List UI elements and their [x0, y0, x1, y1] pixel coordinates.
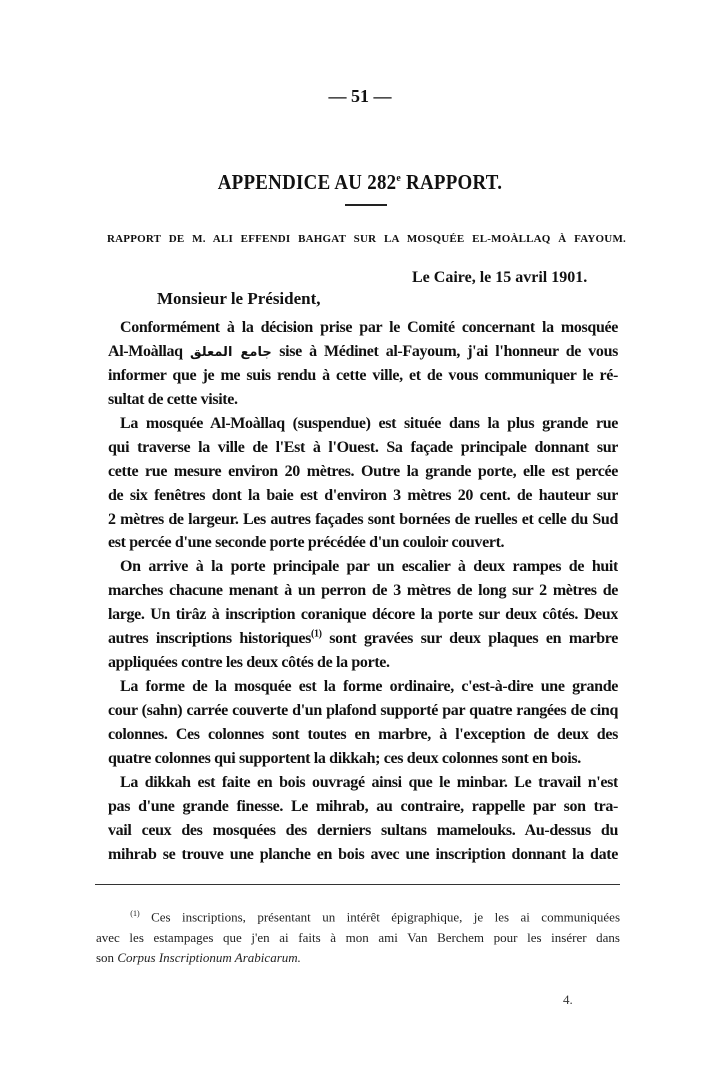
text-segment: Al-Moàllaq	[108, 342, 183, 360]
text-line: mihrab se trouve une planche en bois avec une inscription donnant la date	[108, 845, 618, 863]
page-title	[36, 170, 684, 195]
body-text	[108, 316, 618, 867]
footnote-line: avec les estampages que j'en ai faits à mon ami Van Berchem pour les insérer dans	[96, 929, 620, 945]
text-line: colonnes. Ces colonnes sont toutes en marbre, à l'exception de deux des	[108, 725, 618, 743]
title-text: APPENDICE AU 282	[217, 170, 397, 194]
text-line: Conformément à la décision prise par le Comité concernant la mosquée	[120, 319, 618, 336]
text-line: La forme de la mosquée est la forme ordinaire, c'est-à-dire une grande	[120, 678, 618, 696]
text-line: appliquées contre les deux côtés de la porte.	[108, 654, 390, 672]
text-segment: autres inscriptions historiques	[108, 630, 312, 648]
footnote-text: son	[96, 950, 115, 966]
footnote	[96, 904, 620, 969]
text-line: cour (sahn) carrée couverte d'un plafond supporté par quatre rangées de cinq	[108, 702, 618, 719]
report-heading: RAPPORT DE M. ALI EFFENDI BAHGAT SUR LA MOSQUÉE EL-MOÀLLAQ À FAYOUM.	[107, 233, 626, 245]
text-line: vail ceux des mosquées des derniers sultans mamelouks. Au-dessus du	[108, 821, 618, 839]
text-line: sultat de cette visite.	[108, 390, 238, 408]
text-line: La dikkah est faite en bois ouvragé ainsi que le minbar. Le travail n'est	[120, 773, 618, 791]
arabic-text: جامع المعلق	[189, 344, 272, 360]
text-line: marches chacune menant à un perron de 3 mètres de long sur 2 mètres de	[108, 582, 618, 600]
text-line: pas d'une grande finesse. Le mihrab, au contraire, rappelle par son tra-	[108, 797, 618, 815]
text-line	[108, 340, 618, 364]
text-line: informer que je me suis rendu à cette ville, et de vous communiquer le ré-	[108, 366, 618, 384]
page-number: — 51 —	[328, 86, 392, 106]
text-line	[108, 627, 618, 651]
title-rule	[345, 204, 387, 206]
text-line: 2 mètres de largeur. Les autres façades sont bornées de ruelles et celle du Sud	[108, 510, 618, 528]
text-segment: sise à Médinet al-Fayoum, j'ai l'honneur de vous	[279, 342, 618, 360]
salutation: Monsieur le Président,	[157, 289, 321, 308]
footnote-italic-title: Corpus Inscriptionum Arabicarum.	[117, 950, 301, 966]
text-line: La mosquée Al-Moàllaq (suspendue) est située dans la plus grande rue	[120, 414, 618, 432]
footnote-text: Ces inscriptions, présentant un intérêt épigraphique, je les ai communiquées	[151, 909, 620, 925]
title-superscript: e	[396, 172, 402, 184]
letter-date: Le Caire, le 15 avril 1901.	[412, 269, 588, 286]
text-line: large. Un tirâz à inscription coranique décore la porte sur deux côtés. Deux	[108, 606, 618, 624]
text-line: qui traverse la ville de l'Est à l'Ouest. Sa façade principale donnant sur	[108, 438, 618, 456]
text-line: est percée d'une seconde porte précédée d'un couloir couvert.	[108, 534, 505, 552]
text-segment: sont gravées sur deux plaques en marbre	[329, 630, 618, 648]
title-rest: RAPPORT.	[401, 170, 503, 194]
signature-mark: 4.	[563, 992, 573, 1007]
text-line: On arrive à la porte principale par un escalier à deux rampes de huit	[120, 558, 618, 576]
footnote-line	[96, 948, 620, 969]
footnote-rule	[95, 884, 620, 885]
text-line: quatre colonnes qui supportent la dikkah; ces deux colonnes sont en bois.	[108, 749, 581, 767]
text-line: de six fenêtres dont la baie est d'environ 3 mètres 20 cent. de hauteur sur	[108, 486, 618, 504]
text-line: cette rue mesure environ 20 mètres. Outre la grande porte, elle est percée	[108, 462, 618, 480]
footnote-line	[96, 904, 620, 928]
footnote-marker: (1)	[130, 909, 140, 918]
footnote-reference: (1)	[311, 628, 322, 640]
